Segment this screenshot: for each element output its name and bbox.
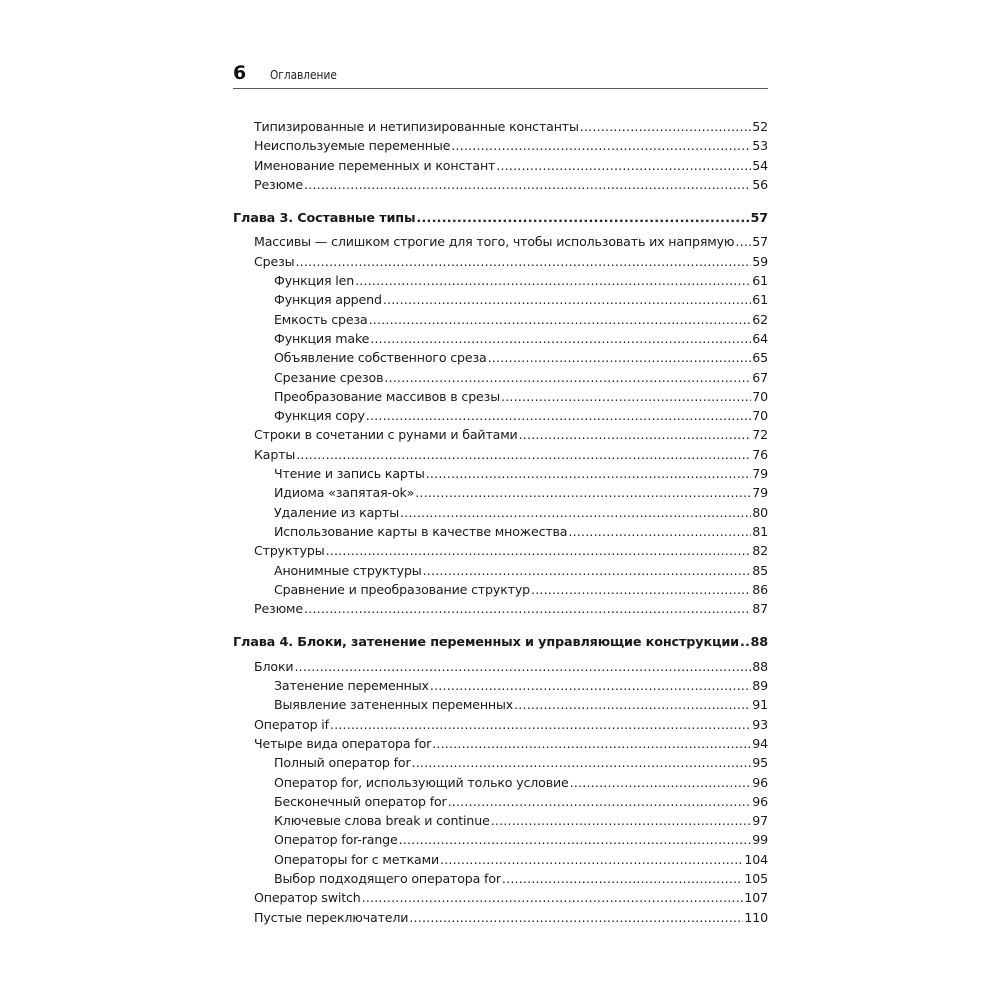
dot-leader bbox=[440, 850, 743, 869]
toc-entry-title: Блоки bbox=[254, 658, 294, 674]
toc-entry-title: Ключевые слова break и continue bbox=[274, 813, 490, 829]
dot-leader bbox=[384, 368, 751, 387]
dot-leader bbox=[570, 773, 752, 792]
toc-entry bbox=[233, 541, 768, 560]
toc-entry-title: Анонимные структуры bbox=[274, 562, 422, 578]
toc-entry-page: 104 bbox=[744, 851, 768, 867]
toc-entry-page: 97 bbox=[752, 813, 768, 829]
dot-leader bbox=[296, 445, 751, 464]
toc-entry-page: 76 bbox=[752, 446, 768, 462]
toc-entry-page: 91 bbox=[752, 697, 768, 713]
dot-leader bbox=[448, 792, 752, 811]
toc-entry bbox=[233, 561, 768, 580]
toc-entry-page: 85 bbox=[752, 562, 768, 578]
dot-leader bbox=[295, 252, 751, 271]
toc-entry-title: Чтение и запись карты bbox=[274, 466, 425, 482]
toc-entry-title: Резюме bbox=[254, 601, 303, 617]
toc-entry-page: 95 bbox=[752, 755, 768, 771]
toc-entry bbox=[233, 348, 768, 367]
page-header bbox=[233, 62, 768, 89]
toc-entry bbox=[233, 869, 768, 888]
toc-entry-page: 107 bbox=[744, 890, 768, 906]
dot-leader bbox=[488, 348, 752, 367]
toc-entry-page: 70 bbox=[752, 408, 768, 424]
toc-entry bbox=[233, 290, 768, 309]
toc-entry bbox=[233, 503, 768, 522]
toc-entry bbox=[233, 387, 768, 406]
dot-leader bbox=[519, 425, 752, 444]
dot-leader bbox=[326, 541, 752, 560]
toc-entry-title: Полный оператор for bbox=[274, 755, 411, 771]
toc-entry bbox=[233, 136, 768, 155]
toc-entry-title: Оператор switch bbox=[254, 890, 361, 906]
dot-leader bbox=[400, 503, 751, 522]
toc-entry-title: Функция len bbox=[274, 273, 355, 289]
toc-entry bbox=[233, 368, 768, 387]
dot-leader bbox=[514, 695, 751, 714]
toc-entry bbox=[233, 175, 768, 194]
toc-entry-title: Срезы bbox=[254, 253, 295, 269]
toc-entry bbox=[233, 734, 768, 753]
dot-leader bbox=[355, 271, 751, 290]
toc-entry bbox=[233, 522, 768, 541]
toc-entry-page: 70 bbox=[752, 388, 768, 404]
toc-entry-title: Пустые переключатели bbox=[254, 909, 409, 925]
toc-entry bbox=[233, 156, 768, 175]
dot-leader bbox=[735, 232, 751, 251]
toc-entry-title: Срезание срезов bbox=[274, 369, 384, 385]
toc-entry bbox=[233, 580, 768, 599]
dot-leader bbox=[304, 175, 751, 194]
toc-entry-page: 93 bbox=[752, 716, 768, 732]
dot-leader bbox=[304, 599, 751, 618]
toc-entry-title: Бесконечный оператор for bbox=[274, 793, 447, 809]
toc-entry-page: 96 bbox=[752, 774, 768, 790]
dot-leader bbox=[740, 633, 750, 652]
page-number: 6 bbox=[233, 62, 247, 84]
toc-entry-title: Удаление из карты bbox=[274, 504, 399, 520]
dot-leader bbox=[369, 310, 752, 329]
toc-entry-title: Оператор if bbox=[254, 716, 329, 732]
toc-entry-title: Глава 4. Блоки, затенение переменных и управляющие конструкции bbox=[233, 635, 739, 651]
toc-entry-page: 86 bbox=[752, 581, 768, 597]
dot-leader bbox=[430, 676, 751, 695]
dot-leader bbox=[294, 657, 751, 676]
dot-leader bbox=[531, 580, 751, 599]
toc-entry-page: 67 bbox=[752, 369, 768, 385]
toc-entry-title: Карты bbox=[254, 446, 296, 462]
toc-entry bbox=[233, 406, 768, 425]
toc-entry-title: Операторы for с метками bbox=[274, 851, 439, 867]
dot-leader bbox=[568, 522, 751, 541]
toc-entry-page: 80 bbox=[752, 504, 768, 520]
toc-entry-page: 88 bbox=[752, 658, 768, 674]
toc-entry-title: Функция make bbox=[274, 330, 370, 346]
toc-entry bbox=[233, 792, 768, 811]
toc-entry-page: 57 bbox=[750, 211, 768, 227]
toc-entry-page: 65 bbox=[752, 350, 768, 366]
toc-entry-page: 57 bbox=[752, 234, 768, 250]
toc-entry bbox=[233, 599, 768, 618]
toc-entry bbox=[233, 715, 768, 734]
toc-entry-title: Именование переменных и констант bbox=[254, 157, 496, 173]
toc-entry bbox=[233, 310, 768, 329]
toc-chapter-entry bbox=[233, 209, 768, 228]
toc-entry-page: 79 bbox=[752, 485, 768, 501]
toc-entry-title: Оператор for, использующий только условие bbox=[274, 774, 569, 790]
toc-entry-page: 81 bbox=[752, 523, 768, 539]
toc-entry-page: 96 bbox=[752, 793, 768, 809]
toc-entry-title: Типизированные и нетипизированные константы bbox=[254, 119, 579, 134]
dot-leader bbox=[416, 209, 749, 228]
dot-leader bbox=[451, 136, 751, 155]
toc-entry-title: Выявление затененных переменных bbox=[274, 697, 514, 713]
toc-entry bbox=[233, 773, 768, 792]
toc-entry-title: Строки в сочетании с рунами и байтами bbox=[254, 427, 518, 443]
toc-entry bbox=[233, 676, 768, 695]
toc-entry-page: 62 bbox=[752, 311, 768, 327]
toc-entry bbox=[233, 464, 768, 483]
toc-entry-page: 52 bbox=[752, 119, 768, 134]
toc-entry-title: Затенение переменных bbox=[274, 678, 429, 694]
toc-entry bbox=[233, 483, 768, 502]
toc-entry bbox=[233, 830, 768, 849]
toc-entry-page: 53 bbox=[752, 138, 768, 154]
dot-leader bbox=[426, 464, 752, 483]
toc-entry-page: 82 bbox=[752, 543, 768, 559]
toc-entry bbox=[233, 850, 768, 869]
toc-entry-page: 87 bbox=[752, 601, 768, 617]
toc-entry-title: Четыре вида оператора for bbox=[254, 735, 432, 751]
dot-leader bbox=[370, 329, 751, 348]
toc-entry bbox=[233, 252, 768, 271]
toc-entry-title: Идиома «запятая-ok» bbox=[274, 485, 415, 501]
dot-leader bbox=[412, 753, 752, 772]
toc-entry bbox=[233, 445, 768, 464]
toc-entry-title: Функция copy bbox=[274, 408, 365, 424]
toc-entry-page: 56 bbox=[752, 176, 768, 192]
toc-entry-title: Объявление собственного среза bbox=[274, 350, 487, 366]
toc-entry-title: Емкость среза bbox=[274, 311, 368, 327]
toc-entry-title: Резюме bbox=[254, 176, 303, 192]
toc-entry bbox=[233, 753, 768, 772]
toc-entry bbox=[233, 657, 768, 676]
dot-leader bbox=[399, 830, 752, 849]
toc-entry-title: Использование карты в качестве множества bbox=[274, 523, 568, 539]
toc-entry-title: Сравнение и преобразование структур bbox=[274, 581, 530, 597]
toc-entry-page: 61 bbox=[752, 292, 768, 308]
toc-entry-page: 99 bbox=[752, 832, 768, 848]
dot-leader bbox=[366, 406, 752, 425]
dot-leader bbox=[409, 908, 743, 927]
toc-entry bbox=[233, 695, 768, 714]
dot-leader bbox=[496, 156, 751, 175]
toc-entry-title: Преобразование массивов в срезы bbox=[274, 388, 500, 404]
toc-entry bbox=[233, 425, 768, 444]
toc-entry-page: 94 bbox=[752, 735, 768, 751]
dot-leader bbox=[502, 869, 744, 888]
toc-entry-page: 89 bbox=[752, 678, 768, 694]
toc-entry-page: 72 bbox=[752, 427, 768, 443]
toc-entry-page: 59 bbox=[752, 253, 768, 269]
toc-entry-page: 61 bbox=[752, 273, 768, 289]
toc-entry-title: Оператор for-range bbox=[274, 832, 398, 848]
toc-entry-page: 105 bbox=[744, 870, 768, 886]
dot-leader bbox=[580, 117, 752, 136]
toc-entry-page: 110 bbox=[744, 909, 768, 925]
toc-entry-title: Функция append bbox=[274, 292, 382, 308]
toc-entry bbox=[233, 117, 768, 136]
toc-entry-page: 54 bbox=[752, 157, 768, 173]
toc-entry-page: 88 bbox=[750, 635, 768, 651]
dot-leader bbox=[423, 561, 752, 580]
toc-chapter-entry bbox=[233, 633, 768, 652]
toc-entry-title: Массивы — слишком строгие для того, чтобы использовать их напрямую bbox=[254, 234, 735, 250]
dot-leader bbox=[362, 888, 744, 907]
toc-entry-title: Глава 3. Составные типы bbox=[233, 211, 416, 227]
toc-entry bbox=[233, 329, 768, 348]
toc-entry bbox=[233, 908, 768, 927]
toc-entry-page: 79 bbox=[752, 466, 768, 482]
toc-entry bbox=[233, 271, 768, 290]
toc-entry bbox=[233, 232, 768, 251]
toc-entry bbox=[233, 888, 768, 907]
dot-leader bbox=[383, 290, 751, 309]
toc-entry-title: Выбор подходящего оператора for bbox=[274, 870, 501, 886]
toc-entry-title: Неиспользуемые переменные bbox=[254, 138, 451, 154]
toc-entry-title: Структуры bbox=[254, 543, 325, 559]
running-title: Оглавление bbox=[270, 68, 337, 82]
dot-leader bbox=[491, 811, 752, 830]
dot-leader bbox=[501, 387, 751, 406]
dot-leader bbox=[432, 734, 751, 753]
toc-entry bbox=[233, 811, 768, 830]
dot-leader bbox=[330, 715, 751, 734]
toc-entry-page: 64 bbox=[752, 330, 768, 346]
table-of-contents bbox=[233, 117, 768, 927]
dot-leader bbox=[415, 483, 751, 502]
